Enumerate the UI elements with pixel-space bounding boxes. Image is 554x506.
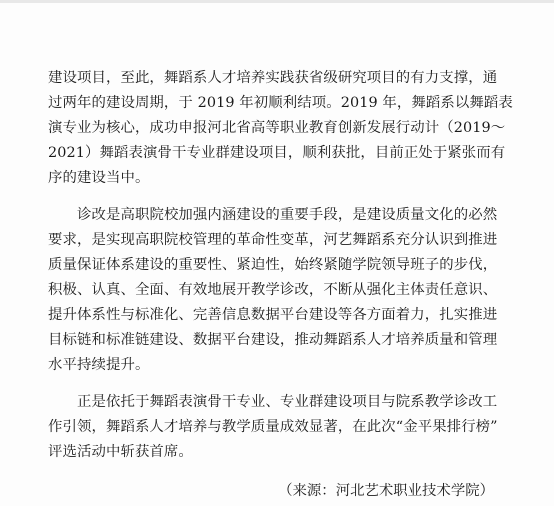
paragraph-2-line-6: 目标链和标准链建设、数据平台建设，推动舞蹈系人才培养质量和管理	[48, 332, 498, 348]
scan-edge	[0, 0, 554, 3]
paragraph-3-line-2: 作引领，舞蹈系人才培养与教学质量成效显著，在此次“金平果排行榜”	[48, 419, 498, 435]
paragraph-2-line-1: 诊改是高职院校加强内涵建设的重要手段，是建设质量文化的必然	[77, 207, 498, 223]
paragraph-2-line-3: 质量保证体系建设的重要性、紧迫性，始终紧随学院领导班子的步伐，	[48, 257, 498, 273]
paragraph-1-line-3: 演专业为核心，成功申报河北省高等职业教育创新发展行动计（2019～	[48, 120, 506, 136]
paragraph-gap	[48, 378, 520, 390]
article-body	[48, 66, 520, 465]
paragraph-3-line-3: 评选活动中斩获首席。	[48, 444, 193, 460]
paragraph-1-line-4: 2021）舞蹈表演骨干专业群建设项目，顺利获批，目前正处于紧张而有	[48, 145, 506, 161]
paragraph-gap	[48, 191, 520, 203]
paragraph-3-line-1: 正是依托于舞蹈表演骨干专业、专业群建设项目与院系教学诊改工	[77, 394, 498, 410]
paragraph-1-line-1: 建设项目，至此，舞蹈系人才培养实践获省级研究项目的有力支撑，通	[48, 70, 498, 86]
paragraph-2-line-2: 要求，是实现高职院校管理的革命性变革，河艺舞蹈系充分认识到推进	[48, 232, 498, 248]
paragraph-1-line-5: 序的建设当中。	[48, 170, 150, 186]
source-attribution: （来源：河北艺术职业技术学院）	[278, 483, 494, 499]
paragraph-2-line-5: 提升体系性与标准化、完善信息数据平台建设等各方面着力，扎实推进	[48, 307, 498, 323]
paragraph-2-line-4: 积极、认真、全面、有效地展开教学诊改，不断从强化主体责任意识、	[48, 282, 498, 298]
paragraph-1-line-2: 过两年的建设周期，于 2019 年初顺利结项。2019 年，舞蹈系以舞蹈表	[48, 95, 513, 111]
paragraph-2-line-7: 水平持续提升。	[48, 357, 150, 373]
